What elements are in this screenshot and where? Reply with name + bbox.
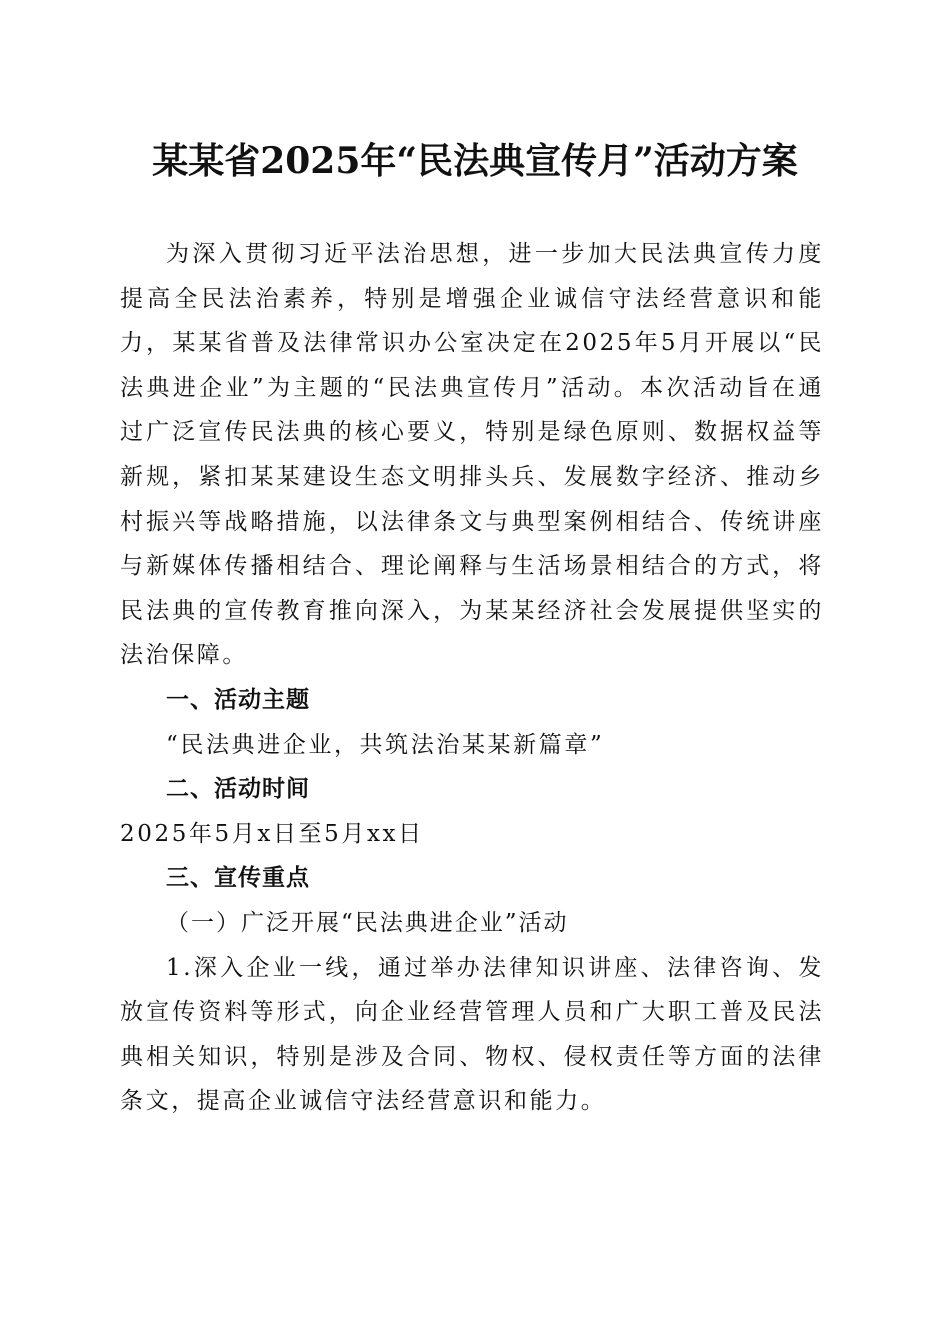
theme-text: “民法典进企业，共筑法治某某新篇章” <box>166 731 605 758</box>
focus-item-1: 1.深入企业一线，通过举办法律知识讲座、法律咨询、发放宣传资料等形式，向企业经营管理人员和广大职工普及民法典相关知识，特别是涉及合同、物权、侵权责任等方面的法律条文，提高企业诚信守法经营意识和能力。 <box>120 954 824 1115</box>
focus-subheading: （一）广泛开展“民法典进企业”活动 <box>166 909 569 936</box>
section-heading-time: 二、活动时间 <box>166 776 310 803</box>
section-heading-focus: 三、宣传重点 <box>166 865 310 892</box>
section-heading-theme: 一、活动主题 <box>166 686 310 713</box>
time-text: 2025年5月x日至5月xx日 <box>120 820 424 847</box>
document-body <box>120 232 824 1124</box>
intro-paragraph: 为深入贯彻习近平法治思想，进一步加大民法典宣传力度提高全民法治素养，特别是增强企业诚信守法经营意识和能力，某某省普及法律常识办公室决定在2025年5月开展以“民法典进企业”为主题的“民法典宣传月”活动。本次活动旨在通过广泛宣传民法典的核心要义，特别是绿色原则、数据权益等新规，紧扣某某建设生态文明排头兵、发展数字经济、推动乡村振兴等战略措施，以法律条文与典型案例相结合、传统讲座与新媒体传播相结合、理论阐释与生活场景相结合的方式，将民法典的宣传教育推向深入，为某某经济社会发展提供坚实的法治保障。 <box>120 241 824 669</box>
document-title: 某某省2025年“民法典宣传月”活动方案 <box>152 140 798 182</box>
